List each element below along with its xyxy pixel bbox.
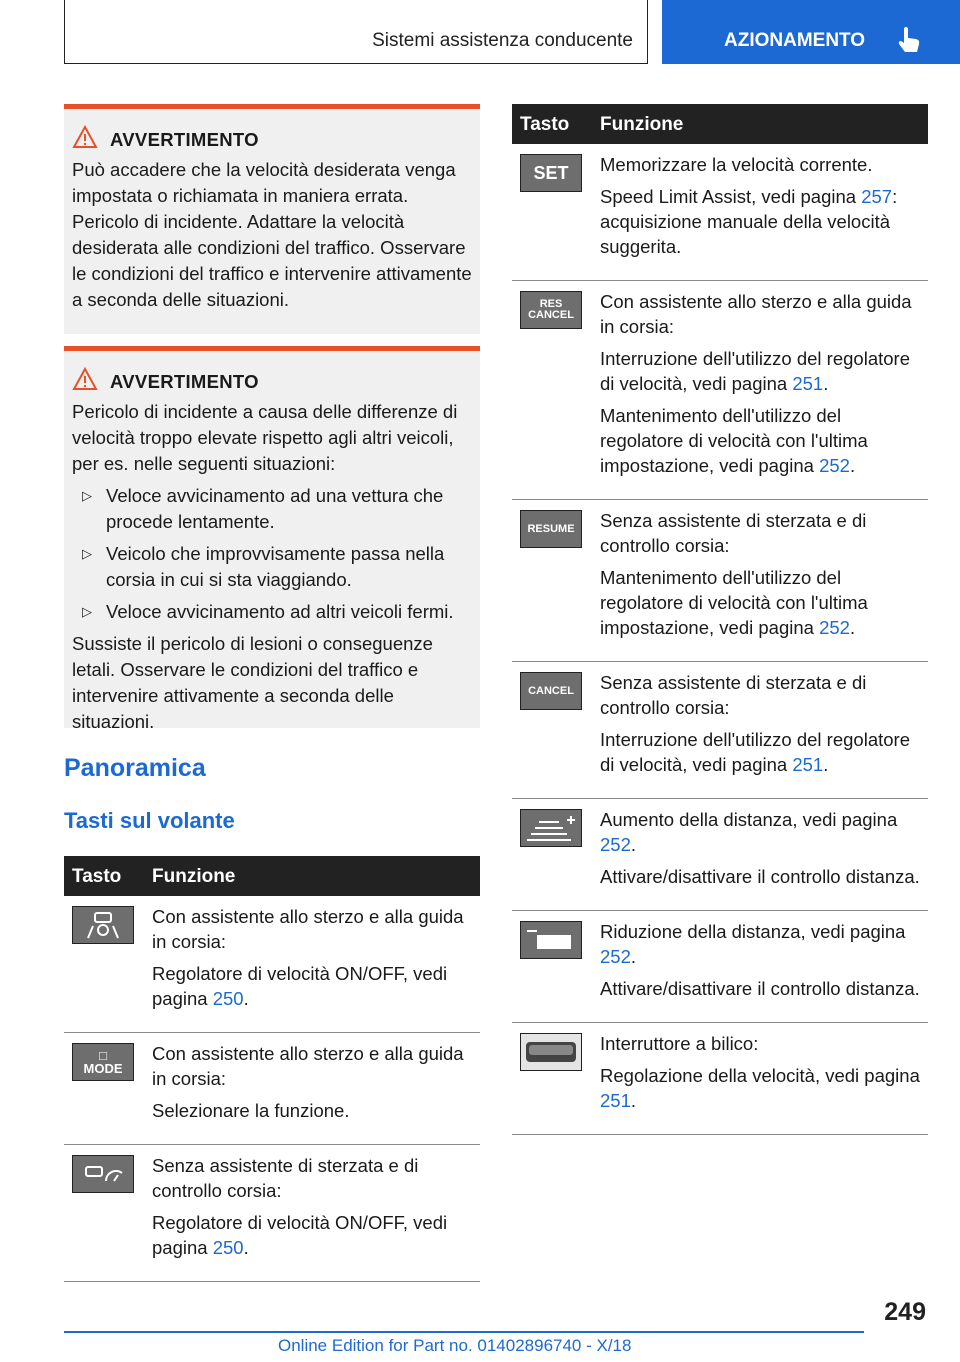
warning-text: Può accadere che la velocità desiderata venga impostata o richiamata in maniera errata. Pericolo di incidente. Adattare la velocità desiderata alle condizioni del traffico. Osservare le condizioni del traffico e intervenire attivamente a seconda delle situazioni. [72,159,472,310]
key-cell [64,896,144,1033]
page-number: 249 [884,1298,926,1326]
section-heading: Panoramica [64,754,206,782]
function-text: Speed Limit Assist, vedi pagina 257: acquisizione manuale della velocità suggerita. [600,186,898,257]
table-row [512,144,928,281]
function-text: Senza assistente di sterzata e di controllo corsia: [152,1155,419,1201]
resume-button-icon: RESUME [520,510,582,548]
section-title: Sistemi assistenza conducente [372,30,633,51]
pointing-hand-icon [896,26,922,54]
key-cell [512,500,592,662]
key-cell [512,144,592,281]
page-link[interactable]: 252 [819,455,850,476]
function-cell [592,1023,928,1135]
cruise-control-icon [72,1155,134,1193]
function-text: Regolatore di velocità ON/OFF, vedi pagina 250. [152,963,448,1009]
function-text: Mantenimento dell'utilizzo del regolatore di velocità con l'ultima impostazione, vedi pagina 252. [600,567,868,638]
function-cell [592,500,928,662]
header-section-box [64,0,648,64]
page-link[interactable]: 252 [600,834,631,855]
page-link[interactable]: 251 [792,754,824,775]
warning-triangle-icon [72,367,98,391]
res-cancel-button-icon: RES CANCEL [520,291,582,329]
warning-text-2: Sussiste il pericolo di lesioni o conseguenze letali. Osservare le condizioni del traffico e intervenire attivamente a seconda delle situazioni. [72,633,433,732]
function-cell [144,896,480,1033]
warning-triangle-icon [72,125,98,149]
distance-increase-icon [520,809,582,847]
column-header-key: Tasto [64,856,144,896]
cancel-button-icon: CANCEL [520,672,582,710]
steering-assist-icon [72,906,134,944]
function-cell [144,1145,480,1282]
page-link[interactable]: 252 [600,946,631,967]
distance-decrease-icon [520,921,582,959]
table-row [512,500,928,662]
keys-table-left [64,856,480,1282]
table-row [512,662,928,799]
function-text: Aumento della distanza, vedi pagina 252. [600,809,898,855]
column-header-function: Funzione [144,856,480,896]
function-text: Attivare/disattivare il controllo distanza. [600,866,920,887]
list-item: ▷ Veloce avvicinamento ad una vettura che procede lentamente. [72,483,472,535]
warning-bullets [72,483,472,625]
function-text: Interruzione dell'utilizzo del regolatore di velocità, vedi pagina 251. [600,348,910,394]
function-text: Con assistente allo sterzo e alla guida in corsia: [152,1043,464,1089]
key-cell [64,1033,144,1145]
warning-box-2 [64,346,480,732]
function-text: Con assistente allo sterzo e alla guida in corsia: [152,906,464,952]
function-text: Mantenimento dell'utilizzo del regolatore di velocità con l'ultima impostazione, vedi pagina 252. [600,405,868,476]
list-item: ▷ Veicolo che improvvisamente passa nella corsia in cui si sta viaggiando. [72,541,472,593]
table-row [64,1033,480,1145]
function-text: Con assistente allo sterzo e alla guida in corsia: [600,291,912,337]
column-header-key: Tasto [512,104,592,144]
set-button-icon: SET [520,154,582,192]
key-cell [512,911,592,1023]
rocker-switch-icon [520,1033,582,1071]
table-row [512,911,928,1023]
key-cell [64,1145,144,1282]
function-cell [592,144,928,281]
page-link[interactable]: 250 [212,988,244,1009]
subsection-heading: Tasti sul volante [64,808,235,833]
table-row [64,896,480,1033]
function-text: Attivare/disattivare il controllo distanza. [600,978,920,999]
warning-box-1 [64,104,480,334]
function-text: Senza assistente di sterzata e di controllo corsia: [600,672,867,718]
key-cell [512,799,592,911]
function-text: Senza assistente di sterzata e di controllo corsia: [600,510,867,556]
warning-title: AVVERTIMENTO [110,369,472,395]
function-text: Memorizzare la velocità corrente. [600,154,873,175]
function-text: Riduzione della distanza, vedi pagina 252. [600,921,906,967]
mode-button-icon: □ MODE [72,1043,134,1081]
footer-text: Online Edition for Part no. 01402896740 - X/18 [278,1336,632,1355]
function-cell [592,911,928,1023]
function-text: Regolatore di velocità ON/OFF, vedi pagina 250. [152,1212,448,1258]
chapter-title: AZIONAMENTO [724,30,866,51]
table-row [512,1023,928,1135]
function-text: Regolazione della velocità, vedi pagina 251. [600,1065,920,1111]
table-row [512,281,928,500]
page-link[interactable]: 250 [212,1237,244,1258]
warning-title: AVVERTIMENTO [110,127,472,153]
table-row [512,799,928,911]
function-cell [592,799,928,911]
page-link[interactable]: 257 [861,186,893,207]
function-cell [592,281,928,500]
page-link[interactable]: 251 [792,373,824,394]
warning-text: Pericolo di incidente a causa delle differenze di velocità troppo elevate rispetto agli altri veicoli, per es. nelle seguenti situazioni: [72,401,458,474]
function-cell [144,1033,480,1145]
keys-table-right [512,104,928,1135]
header-chapter-tab[interactable] [662,0,960,64]
key-cell [512,662,592,799]
page-link[interactable]: 251 [600,1090,631,1111]
key-cell [512,1023,592,1135]
footer-divider [64,1331,864,1333]
function-text: Selezionare la funzione. [152,1100,350,1121]
column-header-function: Funzione [592,104,928,144]
key-cell [512,281,592,500]
function-text: Interruttore a bilico: [600,1033,759,1054]
function-text: Interruzione dell'utilizzo del regolatore di velocità, vedi pagina 251. [600,729,910,775]
page-link[interactable]: 252 [819,617,850,638]
table-row [64,1145,480,1282]
list-item: ▷ Veloce avvicinamento ad altri veicoli fermi. [72,599,472,625]
function-cell [592,662,928,799]
